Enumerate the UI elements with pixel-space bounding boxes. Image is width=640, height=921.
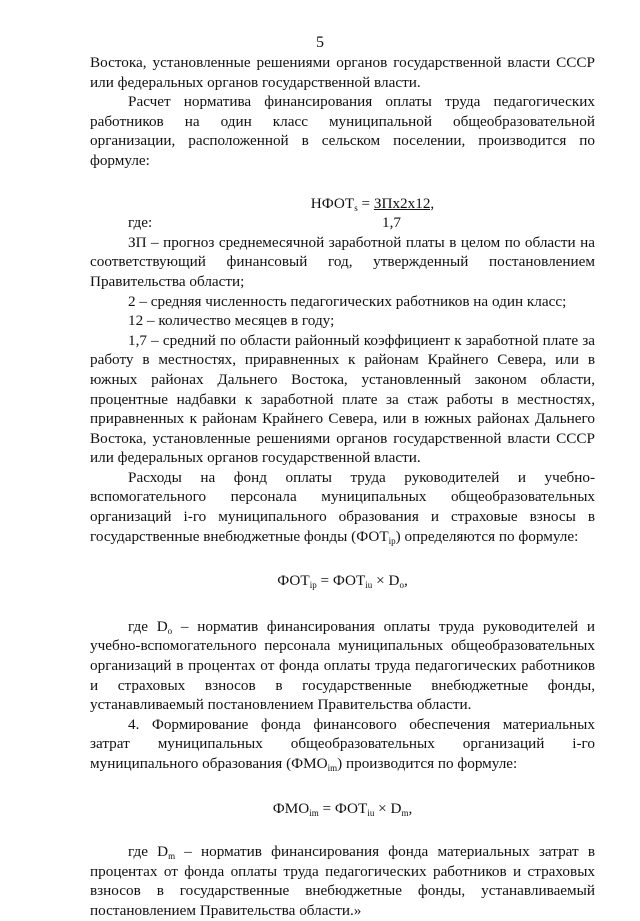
paragraph-4-text: 4. Формирование фонда финансового обеспечения материальных затрат муниципальных общеобразовательных организаций i-го муниципального образования (ФМО: [90, 715, 595, 772]
paragraph-expenses-tail: ) определяются по формуле:: [395, 527, 579, 545]
paragraph-4: [90, 715, 595, 774]
definition-dm-pre: где D: [128, 843, 169, 861]
formula-fmo-mid: = ФОТ: [318, 799, 368, 817]
where-label: где:: [128, 214, 153, 232]
formula-nfot-numerator: ЗПх2х12,: [373, 194, 435, 212]
formula-fmo-a: ФМО: [272, 799, 310, 817]
formula-nfot-lhs: НФОТ: [310, 194, 355, 212]
formula-fot-times: × D: [372, 572, 400, 590]
formula-fot-b-sub: iu: [365, 580, 373, 591]
definition-1-7: 1,7 – средний по области районный коэффициент к заработной плате за работу в местностях, приравненных к районам Крайнего Севера, или в южных районах Дальнего Востока, установленный законом области, процентные надбавки к заработной плате за стаж работы в местностях, приравненных к районам Крайнего Севера, или в южных районах Дальнего Востока, установленные решениями органов государственной власти СССР или федеральных органов государственной власти.: [90, 331, 595, 467]
formula-fot-c-sub: o: [399, 580, 404, 591]
formula-fmo-b-sub: iu: [367, 807, 375, 818]
definition-do: [90, 617, 595, 715]
formula-fot-end: ,: [403, 572, 408, 590]
definition-zp: ЗП – прогноз среднемесячной заработной платы в целом по области на соответствующий финансовый год, утвержденный постановлением Правительства области;: [90, 233, 595, 290]
paragraph-expenses-sub: ip: [388, 535, 396, 546]
definition-do-text: – норматив финансирования оплаты труда руководителей и учебно-вспомогательного персонала муниципальных общеобразовательных организаций в процентах от фонда оплаты труда педагогических работников и страховых взносов в государственные внебюджетные фонды, устанавливаемый постановлением Правительства области.: [90, 617, 595, 714]
formula-nfot: [90, 194, 595, 214]
definition-2: 2 – средняя численность педагогических работников на один класс;: [128, 292, 567, 310]
paragraph-4-sub: im: [327, 763, 338, 773]
formula-fmo-c-sub: m: [401, 807, 409, 818]
definition-12: 12 – количество месяцев в году;: [128, 312, 335, 330]
formula-fmo-end: ,: [408, 799, 413, 817]
definition-dm: [90, 842, 595, 920]
paragraph-continuation: Востока, установленные решениями органов государственной власти СССР или федеральных органов государственной власти.: [90, 54, 595, 91]
formula-fmo-a-sub: im: [309, 807, 319, 818]
formula-fmo: [90, 799, 595, 819]
formula-fot-a-sub: ip: [309, 580, 317, 591]
formula-fmo-times: × D: [374, 799, 402, 817]
paragraph-expenses: [90, 468, 595, 546]
formula-nfot-denominator-row: [90, 213, 595, 233]
formula-nfot-eq: =: [357, 194, 374, 212]
page-number: 5: [316, 34, 324, 51]
paragraph-formula-intro: Расчет норматива финансирования оплаты труда педагогических работников на один класс муниципальной общеобразовательной организации, расположенной в сельском поселении, производится по формуле:: [90, 93, 595, 169]
formula-fot: [90, 571, 595, 591]
definition-dm-text: – норматив финансирования фонда материальных затрат в процентах от фонда оплаты труда педагогических работников и страховых взносов в государственные внебюджетные фонды, устанавливаемый постановлением Правительства области.»: [90, 843, 595, 919]
definition-dm-sub: m: [168, 851, 176, 862]
definition-do-pre: где D: [128, 617, 168, 635]
formula-nfot-lhs-sub: s: [354, 202, 358, 213]
formula-fot-mid: = ФОТ: [316, 572, 366, 590]
formula-nfot-denominator: 1,7: [382, 214, 401, 232]
definition-do-sub: o: [167, 625, 173, 636]
document-body: [90, 53, 595, 921]
paragraph-expenses-text: Расходы на фонд оплаты труда руководителей и учебно-вспомогательного персонала муниципальных общеобразовательных организаций i-го муниципального образования и страховые взносы в государственные внебюджетные фонды (ФОТ: [90, 468, 595, 545]
paragraph-4-tail: ) производится по формуле:: [337, 755, 518, 772]
formula-fot-a: ФОТ: [277, 572, 310, 590]
